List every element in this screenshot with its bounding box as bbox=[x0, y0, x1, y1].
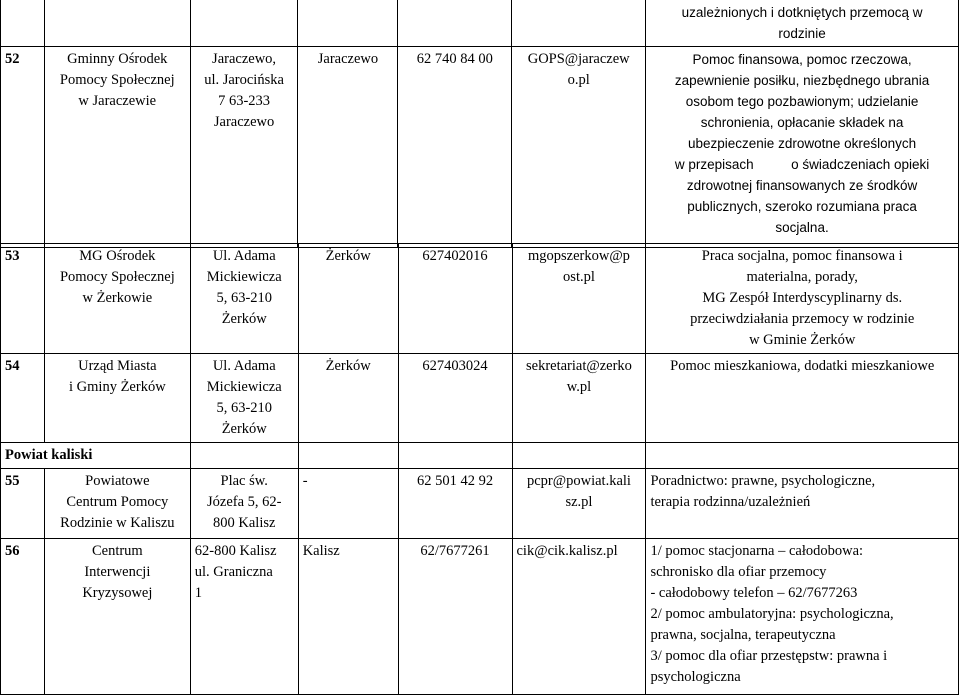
services-line: psychologiczna bbox=[650, 669, 741, 685]
services-line: schronienia, opłacanie składek na bbox=[700, 115, 904, 130]
institution-city: Kalisz bbox=[298, 539, 398, 695]
table-row-54 bbox=[1, 354, 959, 443]
institution-address bbox=[190, 47, 298, 248]
row-number: 52 bbox=[1, 47, 45, 248]
section-heading: Powiat kaliski bbox=[1, 443, 191, 469]
cell-empty bbox=[190, 0, 298, 47]
email-line: mgopszerkow@p bbox=[527, 248, 630, 264]
institution-email bbox=[512, 244, 646, 354]
row-number: 54 bbox=[1, 354, 45, 443]
institution-city: - bbox=[298, 469, 398, 539]
name-line: Powiatowe bbox=[85, 473, 150, 489]
address-line: Jaraczewo, bbox=[212, 51, 277, 67]
name-line: Gminny Ośrodek bbox=[67, 51, 168, 67]
institution-name bbox=[44, 539, 190, 695]
name-line: Pomocy Społecznej bbox=[59, 72, 175, 88]
cell-empty bbox=[512, 443, 646, 469]
email-line: sekretariat@zerko bbox=[526, 358, 632, 374]
address-line: 5, 63-210 bbox=[216, 290, 273, 306]
name-line: Pomocy Społecznej bbox=[59, 269, 175, 285]
institution-services bbox=[646, 354, 959, 443]
address-line: Ul. Adama bbox=[212, 358, 276, 374]
institution-address bbox=[190, 354, 298, 443]
cell-empty bbox=[298, 443, 398, 469]
cell-empty bbox=[646, 443, 959, 469]
institution-name bbox=[44, 244, 190, 354]
services-line: uzależnionych i dotkniętych przemocą w bbox=[681, 5, 923, 20]
row-number: 56 bbox=[1, 539, 45, 695]
table-row-52 bbox=[1, 47, 959, 248]
row-number: 53 bbox=[1, 244, 45, 354]
name-line: Centrum Pomocy bbox=[66, 494, 169, 510]
cell-empty bbox=[298, 0, 398, 47]
institution-phone: 62 501 42 92 bbox=[398, 469, 512, 539]
institution-phone: 627403024 bbox=[398, 354, 512, 443]
cell-empty bbox=[398, 443, 512, 469]
email-line: pcpr@powiat.kali bbox=[526, 473, 631, 489]
services-line: ubezpieczenie zdrowotne określonych bbox=[688, 136, 917, 151]
table-row-55 bbox=[1, 469, 959, 539]
institution-services bbox=[646, 469, 959, 539]
services-line: terapia rodzinna/uzależnień bbox=[650, 494, 811, 510]
services-line: materialna, porady, bbox=[746, 269, 858, 285]
services-line: zdrowotnej finansowanych ze środków bbox=[686, 178, 918, 193]
institution-city: Żerków bbox=[298, 354, 398, 443]
cell-empty bbox=[190, 443, 298, 469]
services-line: - całodobowy telefon – 62/7677263 bbox=[650, 585, 858, 601]
cell-empty bbox=[1, 0, 45, 47]
institution-address bbox=[190, 469, 298, 539]
name-line: Urząd Miasta bbox=[78, 358, 157, 374]
address-line: ul. Jarocińska bbox=[204, 72, 284, 88]
address-line: 800 Kalisz bbox=[213, 515, 276, 531]
email-line: w.pl bbox=[566, 379, 592, 395]
address-line: Jaraczewo bbox=[213, 114, 275, 130]
address-line: Plac św. bbox=[220, 473, 268, 489]
institution-email bbox=[512, 539, 646, 695]
institution-phone: 627402016 bbox=[398, 244, 512, 354]
services-line: 2/ pomoc ambulatoryjna: psychologiczna, bbox=[650, 606, 894, 622]
cell-empty bbox=[398, 0, 512, 47]
services-line: socjalna. bbox=[775, 220, 829, 235]
address-line: Żerków bbox=[221, 311, 267, 327]
institution-email bbox=[512, 469, 646, 539]
email-line: ost.pl bbox=[563, 269, 595, 285]
name-line: Centrum bbox=[91, 543, 143, 559]
institution-address bbox=[190, 539, 298, 695]
services-line: w Gminie Żerków bbox=[749, 332, 856, 348]
services-line: przeciwdziałania przemocy w rodzinie bbox=[690, 311, 915, 327]
institution-email bbox=[512, 47, 646, 248]
name-line: w Żerkowie bbox=[82, 290, 153, 306]
name-line: MG Ośrodek bbox=[79, 248, 156, 264]
table-row-fragment bbox=[1, 0, 959, 47]
email-line: GOPS@jaraczew bbox=[527, 51, 630, 67]
name-line: w Jaraczewie bbox=[78, 93, 157, 109]
name-line: Kryzysowej bbox=[82, 585, 153, 601]
table-row-53 bbox=[1, 244, 959, 354]
institution-phone: 62/7677261 bbox=[398, 539, 512, 695]
institution-services bbox=[646, 539, 959, 695]
services-line: 3/ pomoc dla ofiar przestępstw: prawna i bbox=[650, 648, 888, 664]
institution-email bbox=[512, 354, 646, 443]
section-row-powiat-kaliski bbox=[1, 443, 959, 469]
institutions-table-lower bbox=[0, 243, 959, 695]
cell-empty bbox=[512, 0, 646, 47]
address-line: 5, 63-210 bbox=[216, 400, 273, 416]
name-line: Rodzinie w Kaliszu bbox=[60, 515, 175, 531]
services-line: zapewnienie posiłku, niezbędnego ubrania bbox=[674, 73, 930, 88]
email-line: cik@cik.kalisz.pl bbox=[516, 543, 618, 559]
address-line: Ul. Adama bbox=[212, 248, 276, 264]
address-line: ul. Graniczna bbox=[194, 564, 273, 580]
institution-name bbox=[44, 47, 190, 248]
institution-city: Jaraczewo bbox=[298, 47, 398, 248]
services-line: Pomoc mieszkaniowa, dodatki mieszkaniowe bbox=[670, 358, 935, 374]
institution-services bbox=[646, 47, 959, 248]
name-line: i Gminy Żerków bbox=[69, 379, 166, 395]
institution-name bbox=[44, 354, 190, 443]
services-fragment-cell bbox=[646, 0, 959, 47]
services-line: publicznych, szeroko rozumiana praca bbox=[687, 199, 917, 214]
institution-name bbox=[44, 469, 190, 539]
institution-address bbox=[190, 244, 298, 354]
services-line: rodzinie bbox=[778, 26, 826, 41]
institution-phone: 62 740 84 00 bbox=[398, 47, 512, 248]
address-line: Żerków bbox=[221, 421, 267, 437]
name-line: Interwencji bbox=[84, 564, 151, 580]
address-line: Mickiewicza bbox=[206, 379, 282, 395]
services-line: 1/ pomoc stacjonarna – całodobowa: bbox=[650, 543, 864, 559]
services-line: prawna, socjalna, terapeutyczna bbox=[650, 627, 836, 643]
services-line: Pomoc finansowa, pomoc rzeczowa, bbox=[692, 52, 912, 67]
cell-empty bbox=[44, 0, 190, 47]
address-line: 1 bbox=[194, 585, 203, 601]
email-line: o.pl bbox=[567, 72, 590, 88]
services-line: osobom tego pozbawionym; udzielanie bbox=[685, 94, 919, 109]
services-line: Praca socjalna, pomoc finansowa i bbox=[701, 248, 903, 264]
row-number: 55 bbox=[1, 469, 45, 539]
institution-services bbox=[646, 244, 959, 354]
services-line: schronisko dla ofiar przemocy bbox=[650, 564, 827, 580]
services-line: w przepisach o świadczeniach opieki bbox=[674, 157, 930, 172]
institution-city: Żerków bbox=[298, 244, 398, 354]
address-line: 7 63-233 bbox=[218, 93, 271, 109]
services-line: MG Zespół Interdyscyplinarny ds. bbox=[702, 290, 903, 306]
address-line: 62-800 Kalisz bbox=[194, 543, 277, 559]
institutions-table-upper bbox=[0, 0, 959, 248]
address-line: Mickiewicza bbox=[206, 269, 282, 285]
table-row-56 bbox=[1, 539, 959, 695]
address-line: Józefa 5, 62- bbox=[206, 494, 282, 510]
services-line: Poradnictwo: prawne, psychologiczne, bbox=[650, 473, 876, 489]
email-line: sz.pl bbox=[565, 494, 593, 510]
